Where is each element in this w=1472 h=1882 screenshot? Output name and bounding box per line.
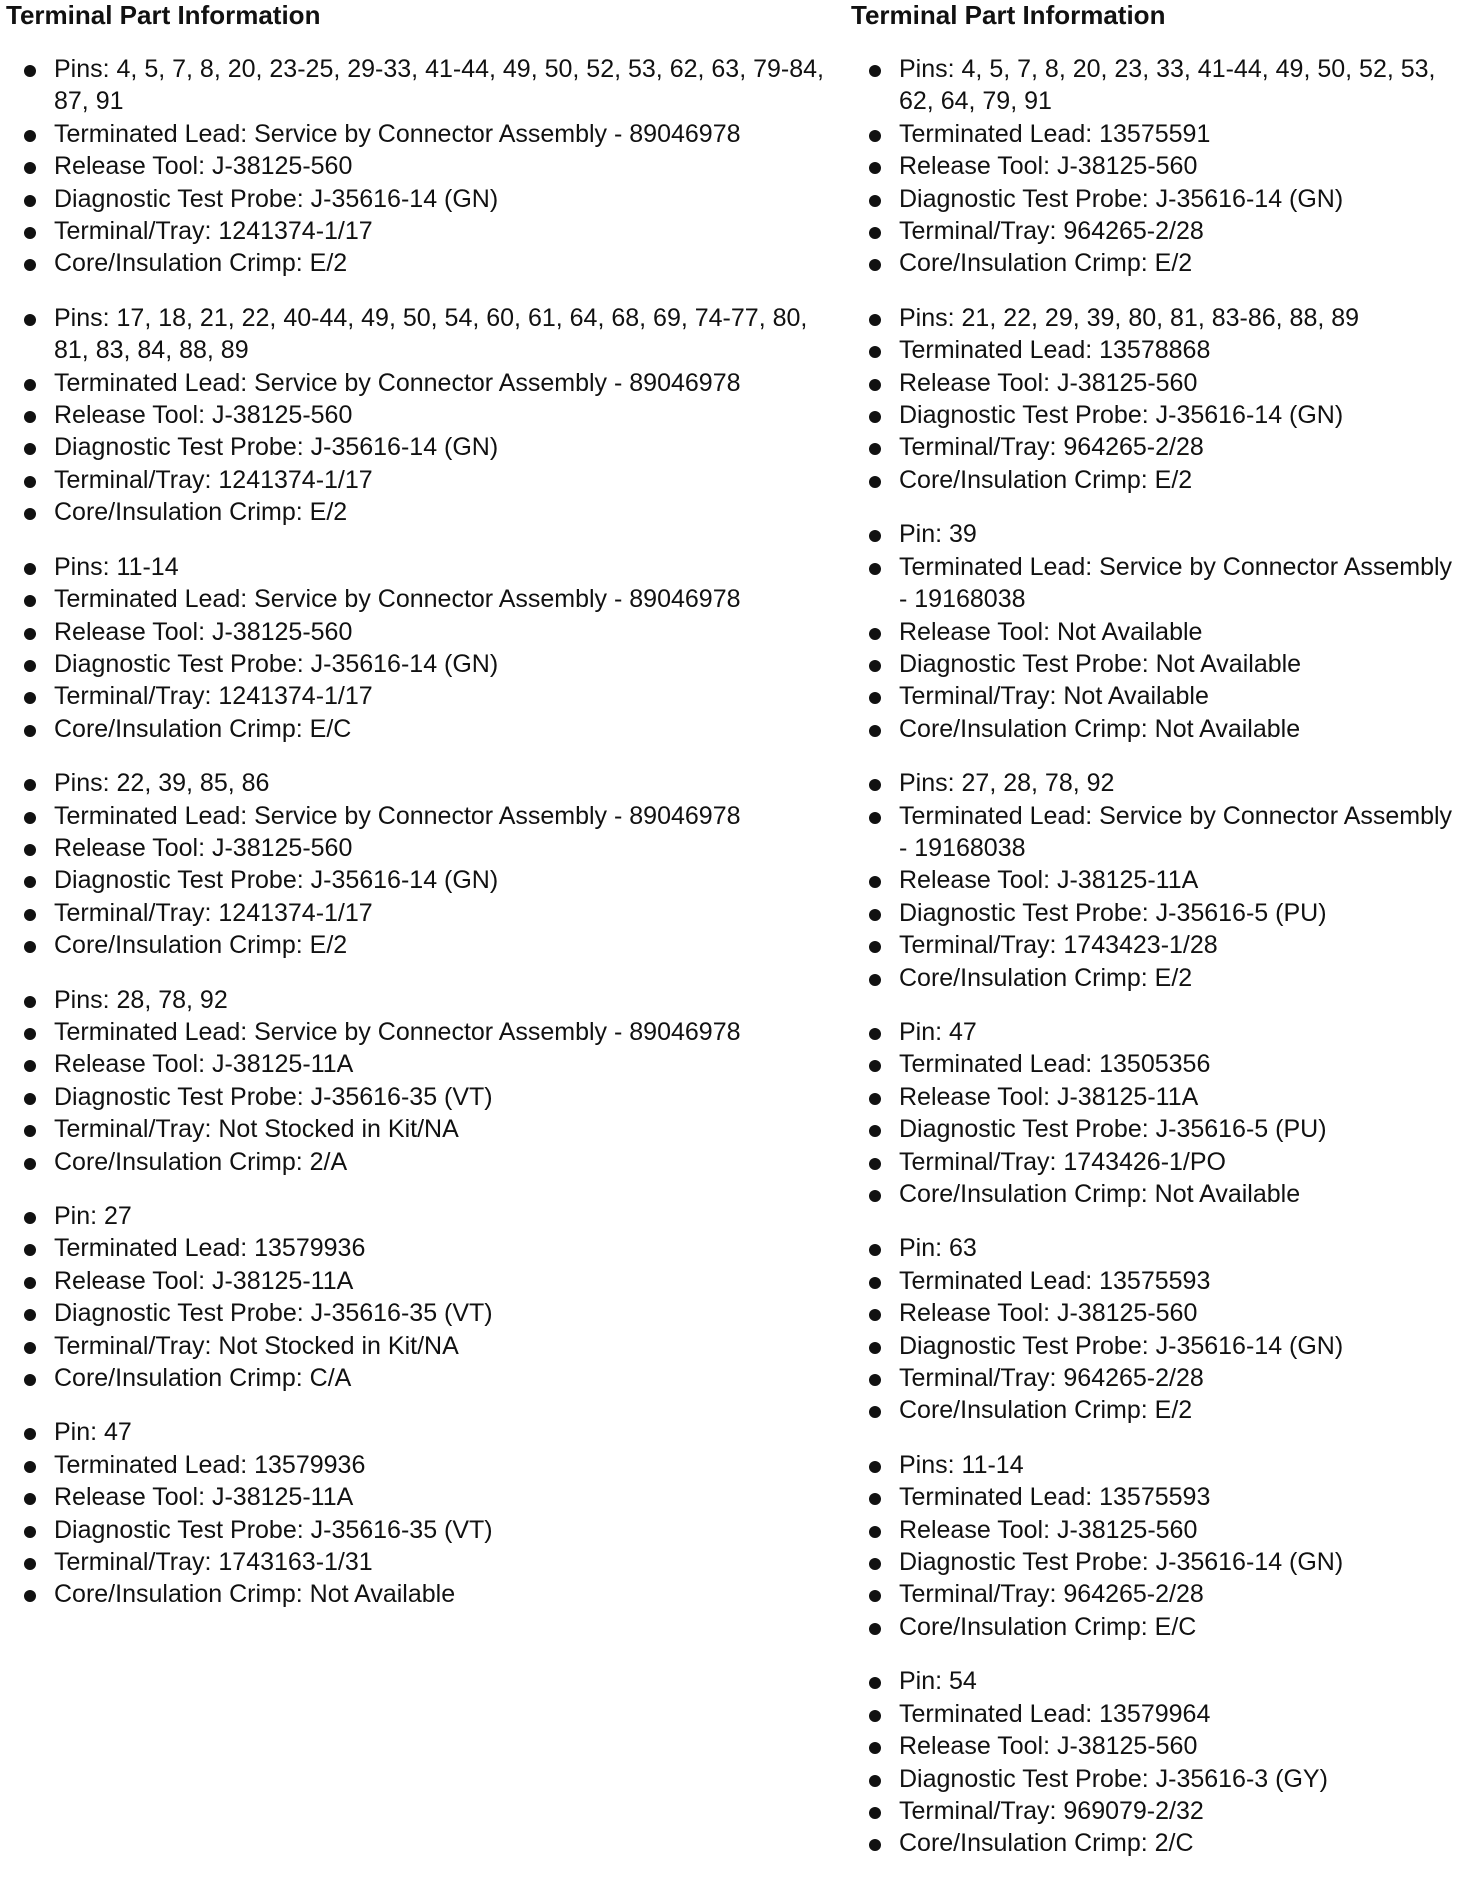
bullet-item: Core/Insulation Crimp: Not Available xyxy=(851,713,1467,745)
bullet-item: Pin: 47 xyxy=(851,1016,1467,1048)
bullet-item: Pins: 4, 5, 7, 8, 20, 23-25, 29-33, 41-44, 49, 50, 52, 53, 62, 63, 79-84, 87, 91 xyxy=(6,53,834,118)
bullet-item: Diagnostic Test Probe: J-35616-35 (VT) xyxy=(6,1514,834,1546)
terminal-group xyxy=(851,1016,1467,1210)
bullet-item: Release Tool: J-38125-11A xyxy=(851,864,1467,896)
bullet-item: Terminal/Tray: 1743423-1/28 xyxy=(851,929,1467,961)
bullet-item: Core/Insulation Crimp: Not Available xyxy=(6,1578,834,1610)
bullet-item: Terminal/Tray: 964265-2/28 xyxy=(851,1578,1467,1610)
bullet-item: Release Tool: J-38125-560 xyxy=(851,1514,1467,1546)
bullet-item: Terminal/Tray: Not Available xyxy=(851,680,1467,712)
bullet-item: Core/Insulation Crimp: E/2 xyxy=(6,496,834,528)
bullet-item: Pin: 63 xyxy=(851,1232,1467,1264)
bullet-item: Core/Insulation Crimp: E/2 xyxy=(851,247,1467,279)
bullet-item: Terminated Lead: 13579936 xyxy=(6,1449,834,1481)
bullet-item: Diagnostic Test Probe: J-35616-14 (GN) xyxy=(851,399,1467,431)
bullet-item: Terminal/Tray: 1241374-1/17 xyxy=(6,215,834,247)
left-groups-list xyxy=(6,53,826,1611)
bullet-item: Terminated Lead: 13579936 xyxy=(6,1232,834,1264)
bullet-item: Diagnostic Test Probe: J-35616-14 (GN) xyxy=(6,648,834,680)
bullet-item: Core/Insulation Crimp: E/C xyxy=(851,1611,1467,1643)
terminal-group xyxy=(6,1416,826,1610)
bullet-item: Terminal/Tray: 1743163-1/31 xyxy=(6,1546,834,1578)
right-column xyxy=(851,0,1467,1882)
terminal-group xyxy=(851,767,1467,994)
terminal-group xyxy=(6,984,826,1178)
bullet-item: Pins: 11-14 xyxy=(6,551,834,583)
right-groups-list xyxy=(851,53,1467,1860)
bullet-item: Release Tool: J-38125-560 xyxy=(6,399,834,431)
terminal-group xyxy=(851,518,1467,745)
bullet-item: Pin: 54 xyxy=(851,1665,1467,1697)
right-column-heading: Terminal Part Information xyxy=(851,0,1166,30)
bullet-item: Diagnostic Test Probe: Not Available xyxy=(851,648,1467,680)
bullet-item: Release Tool: J-38125-560 xyxy=(851,367,1467,399)
bullet-item: Diagnostic Test Probe: J-35616-35 (VT) xyxy=(6,1297,834,1329)
bullet-item: Core/Insulation Crimp: C/A xyxy=(6,1362,834,1394)
bullet-item: Release Tool: J-38125-11A xyxy=(851,1081,1467,1113)
bullet-item: Pins: 4, 5, 7, 8, 20, 23, 33, 41-44, 49, 50, 52, 53, 62, 64, 79, 91 xyxy=(851,53,1467,118)
terminal-group xyxy=(6,53,826,280)
bullet-item: Release Tool: J-38125-560 xyxy=(6,616,834,648)
terminal-group xyxy=(851,1449,1467,1643)
bullet-item: Diagnostic Test Probe: J-35616-14 (GN) xyxy=(6,431,834,463)
bullet-item: Core/Insulation Crimp: E/C xyxy=(6,713,834,745)
terminal-group xyxy=(851,302,1467,496)
bullet-item: Release Tool: J-38125-560 xyxy=(6,150,834,182)
bullet-item: Diagnostic Test Probe: J-35616-14 (GN) xyxy=(851,183,1467,215)
bullet-item: Core/Insulation Crimp: 2/A xyxy=(6,1146,834,1178)
bullet-item: Terminal/Tray: 1241374-1/17 xyxy=(6,680,834,712)
bullet-item: Terminated Lead: 13579964 xyxy=(851,1698,1467,1730)
left-column xyxy=(6,0,826,1633)
bullet-item: Terminal/Tray: 1241374-1/17 xyxy=(6,464,834,496)
terminal-group xyxy=(6,767,826,961)
bullet-item: Diagnostic Test Probe: J-35616-35 (VT) xyxy=(6,1081,834,1113)
bullet-item: Terminal/Tray: 964265-2/28 xyxy=(851,1362,1467,1394)
bullet-item: Terminated Lead: Service by Connector Assembly - 89046978 xyxy=(6,367,834,399)
bullet-item: Terminal/Tray: 1743426-1/PO xyxy=(851,1146,1467,1178)
bullet-item: Core/Insulation Crimp: E/2 xyxy=(6,929,834,961)
bullet-item: Core/Insulation Crimp: E/2 xyxy=(6,247,834,279)
bullet-item: Terminated Lead: Service by Connector Assembly - 19168038 xyxy=(851,800,1467,865)
bullet-item: Release Tool: J-38125-11A xyxy=(6,1048,834,1080)
terminal-group xyxy=(6,551,826,745)
bullet-item: Terminal/Tray: 964265-2/28 xyxy=(851,215,1467,247)
bullet-item: Release Tool: J-38125-560 xyxy=(851,1730,1467,1762)
bullet-item: Terminated Lead: 13575593 xyxy=(851,1265,1467,1297)
bullet-item: Terminated Lead: 13578868 xyxy=(851,334,1467,366)
terminal-group xyxy=(851,1232,1467,1426)
bullet-item: Diagnostic Test Probe: J-35616-14 (GN) xyxy=(6,183,834,215)
bullet-item: Release Tool: J-38125-560 xyxy=(851,150,1467,182)
left-column-heading: Terminal Part Information xyxy=(6,0,321,30)
bullet-item: Terminal/Tray: 969079-2/32 xyxy=(851,1795,1467,1827)
bullet-item: Terminated Lead: Service by Connector Assembly - 89046978 xyxy=(6,118,834,150)
terminal-group xyxy=(6,302,826,529)
bullet-item: Core/Insulation Crimp: E/2 xyxy=(851,464,1467,496)
bullet-item: Terminated Lead: 13575591 xyxy=(851,118,1467,150)
bullet-item: Diagnostic Test Probe: J-35616-14 (GN) xyxy=(851,1546,1467,1578)
bullet-item: Pin: 47 xyxy=(6,1416,834,1448)
bullet-item: Release Tool: J-38125-11A xyxy=(6,1481,834,1513)
bullet-item: Terminated Lead: 13575593 xyxy=(851,1481,1467,1513)
bullet-item: Terminal/Tray: 964265-2/28 xyxy=(851,431,1467,463)
terminal-group xyxy=(851,53,1467,280)
bullet-item: Terminal/Tray: Not Stocked in Kit/NA xyxy=(6,1113,834,1145)
bullet-item: Release Tool: J-38125-11A xyxy=(6,1265,834,1297)
bullet-item: Release Tool: J-38125-560 xyxy=(851,1297,1467,1329)
bullet-item: Core/Insulation Crimp: E/2 xyxy=(851,1394,1467,1426)
bullet-item: Pins: 22, 39, 85, 86 xyxy=(6,767,834,799)
bullet-item: Pins: 17, 18, 21, 22, 40-44, 49, 50, 54, 60, 61, 64, 68, 69, 74-77, 80, 81, 83, 84, 88, 89 xyxy=(6,302,834,367)
bullet-item: Release Tool: Not Available xyxy=(851,616,1467,648)
bullet-item: Diagnostic Test Probe: J-35616-5 (PU) xyxy=(851,1113,1467,1145)
bullet-item: Pin: 39 xyxy=(851,518,1467,550)
bullet-item: Terminal/Tray: Not Stocked in Kit/NA xyxy=(6,1330,834,1362)
bullet-item: Release Tool: J-38125-560 xyxy=(6,832,834,864)
bullet-item: Pin: 27 xyxy=(6,1200,834,1232)
bullet-item: Core/Insulation Crimp: Not Available xyxy=(851,1178,1467,1210)
bullet-item: Diagnostic Test Probe: J-35616-14 (GN) xyxy=(851,1330,1467,1362)
bullet-item: Core/Insulation Crimp: E/2 xyxy=(851,962,1467,994)
bullet-item: Terminated Lead: Service by Connector Assembly - 89046978 xyxy=(6,583,834,615)
terminal-group xyxy=(6,1200,826,1394)
bullet-item: Pins: 28, 78, 92 xyxy=(6,984,834,1016)
bullet-item: Pins: 21, 22, 29, 39, 80, 81, 83-86, 88, 89 xyxy=(851,302,1467,334)
bullet-item: Terminal/Tray: 1241374-1/17 xyxy=(6,897,834,929)
bullet-item: Terminated Lead: Service by Connector Assembly - 19168038 xyxy=(851,551,1467,616)
bullet-item: Diagnostic Test Probe: J-35616-3 (GY) xyxy=(851,1763,1467,1795)
bullet-item: Pins: 11-14 xyxy=(851,1449,1467,1481)
bullet-item: Terminated Lead: 13505356 xyxy=(851,1048,1467,1080)
bullet-item: Terminated Lead: Service by Connector Assembly - 89046978 xyxy=(6,1016,834,1048)
bullet-item: Diagnostic Test Probe: J-35616-14 (GN) xyxy=(6,864,834,896)
terminal-group xyxy=(851,1665,1467,1859)
bullet-item: Core/Insulation Crimp: 2/C xyxy=(851,1827,1467,1859)
bullet-item: Pins: 27, 28, 78, 92 xyxy=(851,767,1467,799)
bullet-item: Terminated Lead: Service by Connector Assembly - 89046978 xyxy=(6,800,834,832)
bullet-item: Diagnostic Test Probe: J-35616-5 (PU) xyxy=(851,897,1467,929)
